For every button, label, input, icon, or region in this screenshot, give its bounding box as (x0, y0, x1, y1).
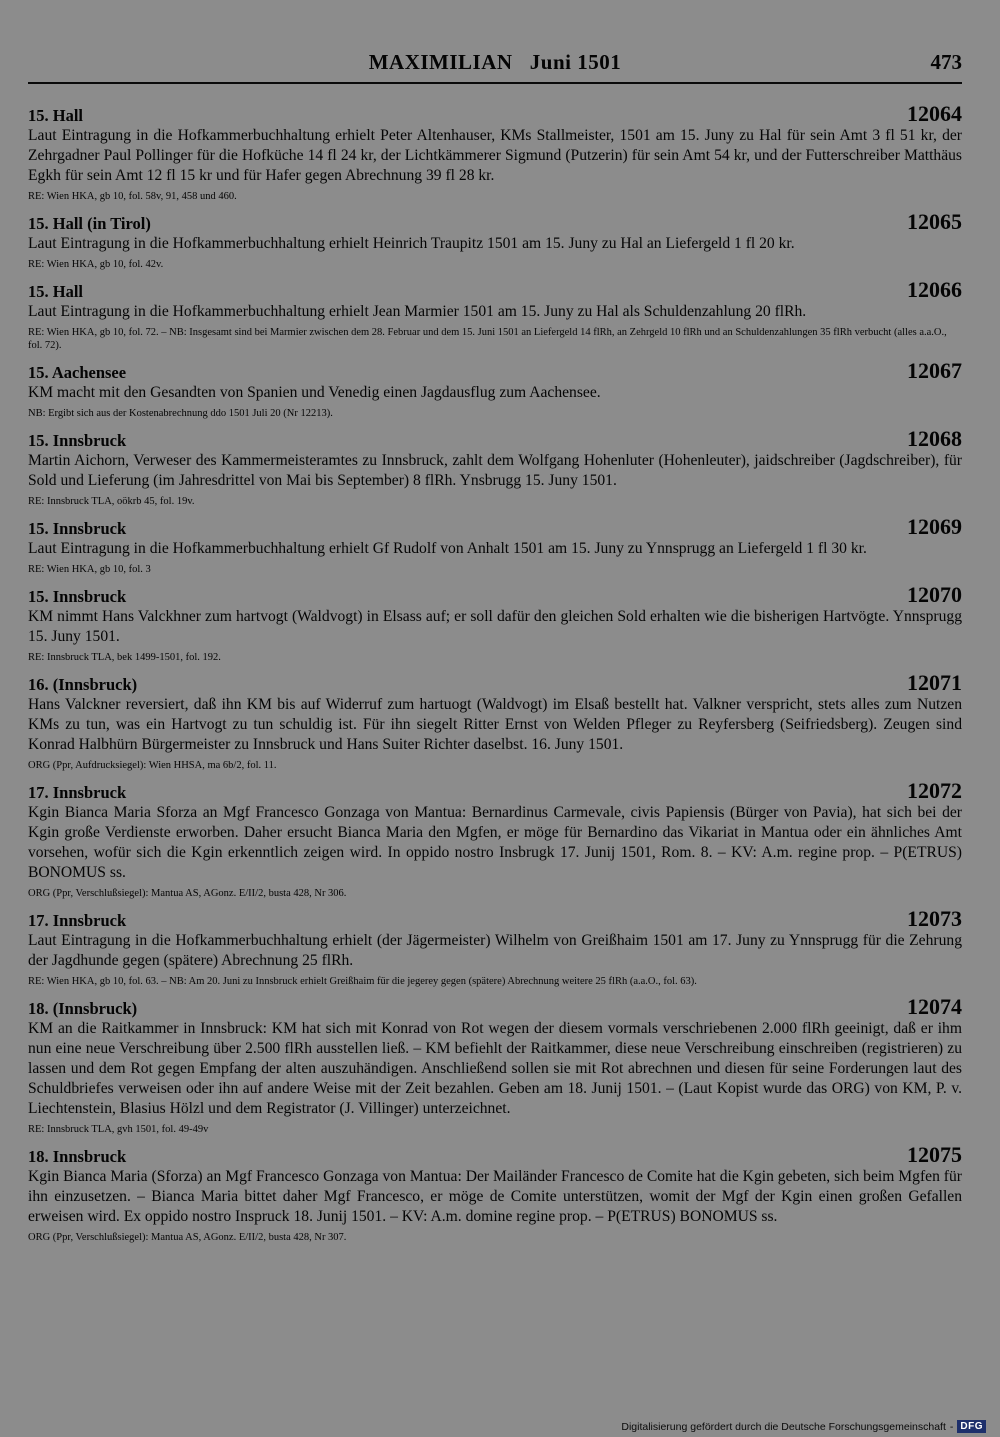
entry-number: 12073 (907, 906, 962, 931)
entry-12070 (28, 582, 962, 664)
entry-text: Laut Eintragung in die Hofkammerbuchhaltung erhielt Jean Marmier 1501 am 15. Juny zu Hal als Schuldenzahlung 20 flRh. (28, 303, 807, 320)
entry-12065 (28, 209, 962, 271)
entry-text: Laut Eintragung in die Hofkammerbuchhaltung erhielt (der Jägermeister) Wilhelm von Greißhaim 1501 am 17. Juny zu Ynnsprugg für die Zehrung der Jagdhunde gegen (spätere) Abrechnung 25 flRh. (28, 932, 962, 969)
entry-location: 16. (Innsbruck) (28, 675, 138, 694)
entry-12067 (28, 358, 962, 420)
entry-text: KM nimmt Hans Valckhner zum hartvogt (Waldvogt) in Elsass auf; er soll dafür den gleichen Sold erhalten wie die bisherigen Hartvögte. Ynnsprugg 15. Juny 1501. (28, 608, 962, 645)
entry-number: 12072 (907, 778, 962, 803)
entry-12066 (28, 277, 962, 352)
entry-location: 18. Innsbruck (28, 1147, 127, 1166)
entry-number: 12074 (907, 994, 962, 1019)
entry-reference: RE: Wien HKA, gb 10, fol. 42v. (28, 259, 164, 270)
entry-text: KM macht mit den Gesandten von Spanien und Venedig einen Jagdausflug zum Aachensee. (28, 384, 601, 401)
entry-12075 (28, 1142, 962, 1244)
entry-reference: RE: Wien HKA, gb 10, fol. 58v, 91, 458 und 460. (28, 191, 237, 202)
entry-location: 17. Innsbruck (28, 911, 127, 930)
entry-12064 (28, 101, 962, 203)
funding-footer (621, 1420, 986, 1433)
entry-reference: RE: Wien HKA, gb 10, fol. 3 (28, 564, 151, 575)
funding-text: Digitalisierung gefördert durch die Deutsche Forschungsgemeinschaft (621, 1420, 946, 1433)
entry-location: 15. Innsbruck (28, 431, 127, 450)
entry-location: 17. Innsbruck (28, 783, 127, 802)
entry-reference: RE: Innsbruck TLA, oökrb 45, fol. 19v. (28, 496, 195, 507)
entry-reference: ORG (Ppr, Verschlußsiegel): Mantua AS, AGonz. E/II/2, busta 428, Nr 307. (28, 1232, 347, 1243)
entry-number: 12066 (907, 277, 962, 302)
dfg-logo[interactable]: DFG (957, 1420, 986, 1433)
entry-number: 12067 (907, 358, 962, 383)
entry-number: 12070 (907, 582, 962, 607)
entry-12073 (28, 906, 962, 988)
entry-text: Laut Eintragung in die Hofkammerbuchhaltung erhielt Gf Rudolf von Anhalt 1501 am 15. Juny zu Ynnsprugg an Liefergeld 1 fl 30 kr. (28, 540, 867, 557)
entry-number: 12075 (907, 1142, 962, 1167)
entry-location: 15. Hall (28, 282, 84, 301)
entry-reference: ORG (Ppr, Aufdrucksiegel): Wien HHSA, ma 6b/2, fol. 11. (28, 760, 277, 771)
entry-text: Kgin Bianca Maria Sforza an Mgf Francesco Gonzaga von Mantua: Bernardinus Carmevale, civis Papiensis (Bürger von Pavia), hat sich bei der Kgin große Verdienste erworben. Daher ersucht Bianca Maria den Mgfen, er möge für Bernardino das Vikariat in Mantua oder ein ähnliches Amt vorsehen, wofür sich die Kgin erkenntlich zeigen wird. In oppido nostro Insbrugk 17. Junij 1501, Rom. 8. – KV: A.m. regine prop. – P(ETRUS) BONOMUS ss. (28, 804, 962, 881)
page-header (28, 48, 962, 84)
entry-location: 15. Hall (28, 106, 84, 125)
entry-location: 15. Innsbruck (28, 587, 127, 606)
entry-12074 (28, 994, 962, 1136)
entry-text: Martin Aichorn, Verweser des Kammermeisteramtes zu Innsbruck, zahlt dem Wolfgang Hohenluter (Hohenleuter), jaidschreiber (Jagdschreiber), für Sold und Lieferung (im Jahresdrittel von Mai bis September) 8 flRh. Ynsbrugg 15. Juny 1501. (28, 452, 962, 489)
entry-number: 12068 (907, 426, 962, 451)
entry-number: 12064 (907, 101, 962, 126)
entry-12068 (28, 426, 962, 508)
entry-number: 12065 (907, 209, 962, 234)
entry-text: Hans Valckner reversiert, daß ihn KM bis auf Widerruf zum hartuogt (Waldvogt) im Elsaß bestellt hat. Valkner verspricht, stets alles zum Nutzen KMs zu tun, was ein Hartvogt zu tun schuldig ist. Für ihn siegelt Ritter Ernst von Welden Pfleger zu Reyfersberg (Seifriedsberg). Zeugen sind Konrad Halbhürn Bürgermeister zu Innsbruck und Hans Suiter Richter daselbst. 16. Juny 1501. (28, 696, 962, 753)
entry-reference: NB: Ergibt sich aus der Kostenabrechnung ddo 1501 Juli 20 (Nr 12213). (28, 408, 333, 419)
entry-12072 (28, 778, 962, 900)
entry-number: 12069 (907, 514, 962, 539)
entry-text: KM an die Raitkammer in Innsbruck: KM hat sich mit Konrad von Rot wegen der diesem vormals verschriebenen 2.000 flRh geeinigt, daß er ihm nun eine neue Verschreibung über 2.500 flRh ausstellen ließ. – KM befiehlt der Raitkammer, diese neue Verschreibung einschreiben (registrieren) zu lassen und dem Rot gegen Empfang der alten auszuhändigen. Anschließend sollen sie mit Rot abrechnen und diesen für seine Forderungen laut des Schuldbriefes verweisen oder ihn auf andere Weise mit der Zeit bezahlen. Geben am 18. Junij 1501. – (Laut Kopist wurde das ORG) von KM, P. v. Liechtenstein, Blasius Hölzl und dem Registrator (J. Villinger) unterzeichnet. (28, 1020, 962, 1117)
entry-reference: RE: Wien HKA, gb 10, fol. 63. – NB: Am 20. Juni zu Innsbruck erhielt Greißhaim für die jegerey gegen (spätere) Abrechnung weitere 25 flRh (a.a.O., fol. 63). (28, 976, 697, 987)
entry-number: 12071 (907, 670, 962, 695)
entry-reference: RE: Wien HKA, gb 10, fol. 72. – NB: Insgesamt sind bei Marmier zwischen dem 28. Februar und dem 15. Juni 1501 an Liefergeld 14 flRh, an Zehrgeld 10 flRh und an Schuldenzahlungen 35 flRh verbucht (alles a.a.O., fol. 72). (28, 327, 947, 351)
regesta-list (28, 101, 962, 1253)
page-number: 473 (930, 50, 962, 74)
entry-location: 15. Aachensee (28, 363, 127, 382)
entry-12071 (28, 670, 962, 772)
running-title: MAXIMILIAN Juni 1501 (368, 50, 622, 74)
entry-location: 15. Innsbruck (28, 519, 127, 538)
footer-separator: - (949, 1420, 954, 1433)
entry-reference: RE: Innsbruck TLA, gvh 1501, fol. 49-49v (28, 1124, 209, 1135)
entry-location: 18. (Innsbruck) (28, 999, 138, 1018)
entry-text: Laut Eintragung in die Hofkammerbuchhaltung erhielt Peter Altenhauser, KMs Stallmeister, 1501 am 15. Juny zu Hal für sein Amt 3 fl 51 kr, der Zehrgadner Paul Pollinger für die Hofküche 14 fl 24 kr, der Lichtkämmerer Sigmund (Putzerin) für sein Amt 54 kr, und der Futterschreiber Matthäus Egkh für sein Amt 12 fl 15 kr und für Hafer gegen Abrechnung 39 fl 28 kr. (28, 127, 962, 184)
entry-reference: RE: Innsbruck TLA, bek 1499-1501, fol. 192. (28, 652, 221, 663)
entry-reference: ORG (Ppr, Verschlußsiegel): Mantua AS, AGonz. E/II/2, busta 428, Nr 306. (28, 888, 347, 899)
entry-text: Laut Eintragung in die Hofkammerbuchhaltung erhielt Heinrich Traupitz 1501 am 15. Juny zu Hal an Liefergeld 1 fl 20 kr. (28, 235, 795, 252)
entry-text: Kgin Bianca Maria (Sforza) an Mgf Francesco Gonzaga von Mantua: Der Mailänder Francesco de Comite hat die Kgin gebeten, sich beim Mgfen für ihn einzusetzen. – Bianca Maria bittet daher Mgf Francesco, er möge de Comite unterstützen, womit der Mgf der Kgin einen großen Gefallen erweisen wird. Ex oppido nostro Inspruck 18. Junij 1501. – KV: A.m. domine regine prop. – P(ETRUS) BONOMUS ss. (28, 1168, 962, 1225)
entry-location: 15. Hall (in Tirol) (28, 214, 151, 233)
entry-12069 (28, 514, 962, 576)
